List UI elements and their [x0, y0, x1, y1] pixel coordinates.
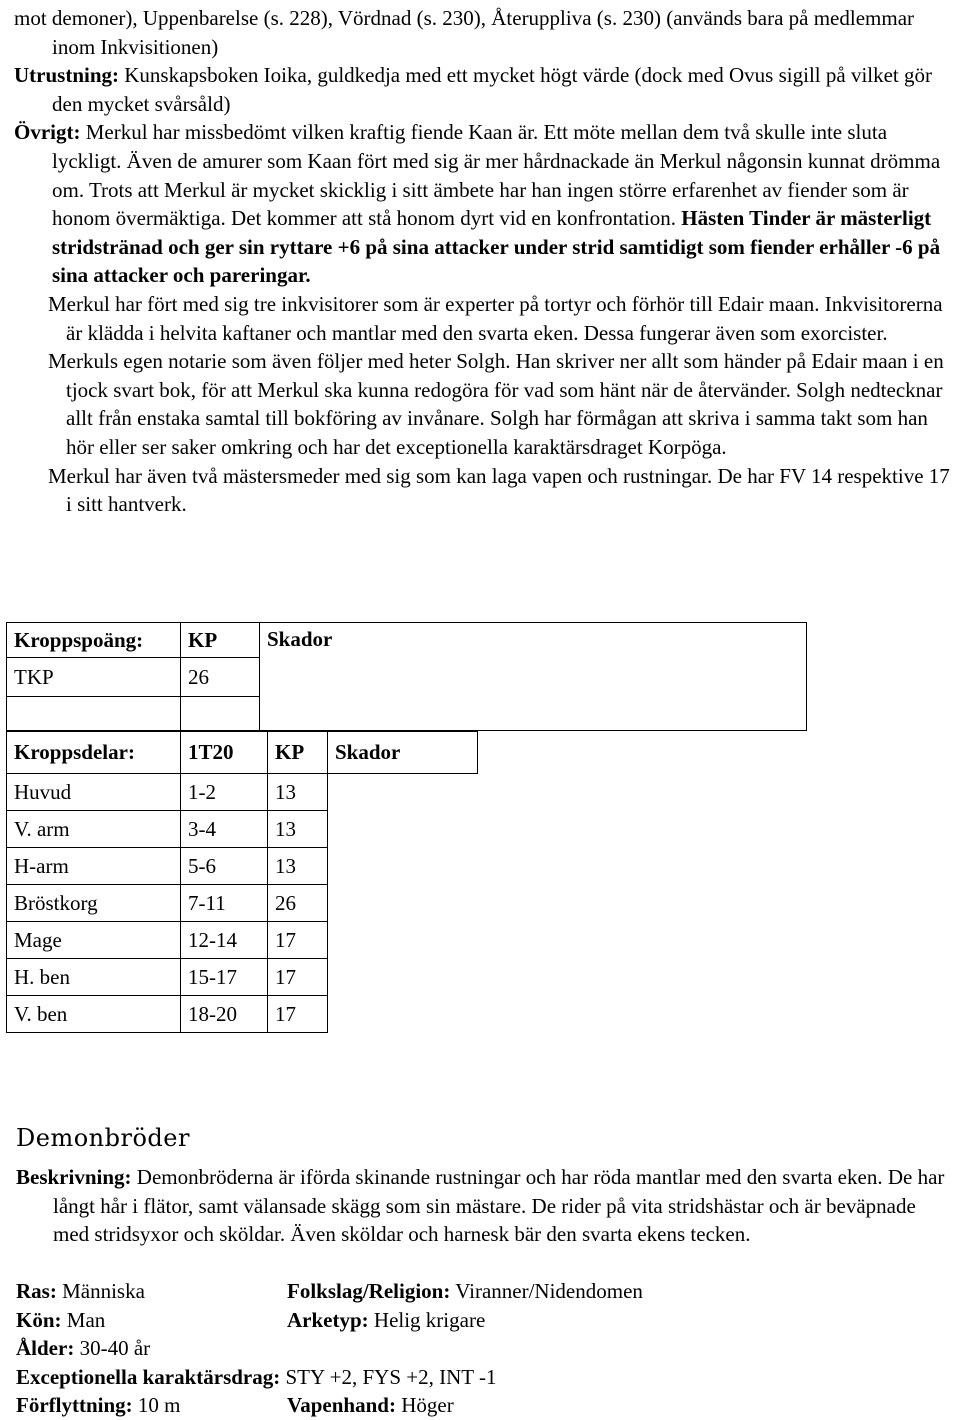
stats-block: [16, 1277, 946, 1420]
movement-field: [16, 1393, 181, 1417]
header-cell: Skador: [260, 623, 807, 731]
table-cell: 12-14: [181, 922, 268, 959]
table-cell: [328, 848, 478, 885]
race-field: [16, 1279, 145, 1303]
equipment-label: Utrustning:: [14, 63, 120, 88]
table-cell: 3-4: [181, 811, 268, 848]
stats-row: [16, 1334, 946, 1363]
gender-label: Kön:: [16, 1307, 62, 1332]
age-value: 30-40 år: [74, 1336, 151, 1361]
character-text: [14, 4, 954, 519]
other-label: Övrigt:: [14, 120, 81, 145]
table-cell: 17: [268, 959, 328, 996]
people-religion-label: Folkslag/Religion:: [287, 1279, 451, 1303]
table-cell: [328, 959, 478, 996]
table-cell: 17: [268, 922, 328, 959]
table-cell: H. ben: [7, 959, 181, 996]
table-row: [7, 922, 478, 959]
body-parts-table: [6, 731, 478, 1033]
weapon-hand-label: Vapenhand:: [287, 1393, 396, 1418]
table-cell: 18-20: [181, 996, 268, 1033]
people-religion-value: Viranner/Nidendomen: [450, 1279, 643, 1303]
table-row: [7, 959, 478, 996]
weapon-hand-field: [287, 1391, 454, 1420]
table-cell: Mage: [7, 922, 181, 959]
table-cell: TKP: [7, 658, 181, 697]
table-row: [7, 774, 478, 811]
archetype-label: Arketyp:: [287, 1307, 369, 1332]
table-cell: [181, 697, 260, 731]
age-field: [16, 1336, 150, 1360]
table-row: [7, 996, 478, 1033]
table-cell: 26: [181, 658, 260, 697]
archetype-value: Helig krigare: [368, 1307, 486, 1332]
inquisitors-paragraph: Merkul har fört med sig tre inkvisitorer som är experter på tortyr och förhör till Edair maan. Inkvisitorerna är klädda i helvita kaftaner och mantlar med den svarta eken. Dessa fungerar även som exorcister.: [48, 291, 943, 345]
description-label: Beskrivning:: [16, 1165, 132, 1189]
gender-field: [16, 1308, 105, 1332]
table-row: [7, 811, 478, 848]
description-text: Demonbröderna är iförda skinande rustningar och har röda mantlar med den svarta eken. De har långt hår i flätor, samt välansade skägg som sin mästare. De rider på vita stridshästar och är beväpnade med stridsyxor och sköldar. Även sköldar och harnesk bär den svarta ekens tecken.: [53, 1165, 945, 1247]
weapon-hand-value: Höger: [395, 1393, 454, 1418]
table-cell: [328, 922, 478, 959]
header-cell: KP: [181, 623, 260, 658]
equipment-paragraph: [14, 61, 954, 118]
horse-note: Hästen Tinder är mästerligt stridstränad och ger sin ryttare +6 på sina attacker under strid samtidigt som fiender erhåller -6 på sina attacker och pareringar.: [52, 206, 941, 288]
stats-row: [16, 1363, 946, 1392]
stats-row: [16, 1391, 946, 1420]
table-cell: 7-11: [181, 885, 268, 922]
equipment-text: Kunskapsboken Ioika, guldkedja med ett mycket högt värde (dock med Ovus sigill på vilket gör den mycket svårsåld): [52, 63, 933, 116]
table-cell: 13: [268, 811, 328, 848]
table-header-row: [7, 732, 478, 774]
table-cell: 1-2: [181, 774, 268, 811]
archetype-field: [287, 1306, 485, 1335]
spells-continued: mot demoner), Uppenbarelse (s. 228), Vördnad (s. 230), Återuppliva (s. 230) (används bara på medlemmar inom Inkvisitionen): [14, 6, 915, 59]
movement-value: 10 m: [132, 1393, 181, 1418]
gender-value: Man: [61, 1307, 106, 1332]
table-cell: 17: [268, 996, 328, 1033]
header-cell: Skador: [328, 732, 478, 774]
table-cell: 5-6: [181, 848, 268, 885]
other-text: Merkul har missbedömt vilken kraftig fiende Kaan är. Ett möte mellan dem två skulle inte sluta lyckligt. Även de amurer som Kaan fört med sig är mer hårdnackade än Merkul någonsin kunnat drömma om. Trots att Merkul är mycket skicklig i sitt ämbete har han ingen större erfarenhet av fiender som är honom övermäktiga. Det kommer att stå honom dyrt vid en konfrontation.: [52, 120, 941, 231]
race-label: Ras:: [16, 1279, 57, 1303]
section-heading: Demonbröder: [16, 1124, 190, 1152]
description-paragraph: [16, 1163, 946, 1249]
header-cell: Kroppspoäng:: [7, 623, 181, 658]
table-cell: [328, 811, 478, 848]
table-cell: 13: [268, 848, 328, 885]
table-cell: [328, 774, 478, 811]
table-cell: 15-17: [181, 959, 268, 996]
age-label: Ålder:: [16, 1336, 75, 1361]
table-header-row: [7, 623, 807, 658]
table-row: [7, 885, 478, 922]
stats-row: [16, 1277, 946, 1306]
table-cell: 26: [268, 885, 328, 922]
table-cell: 13: [268, 774, 328, 811]
exceptional-traits-value: STY +2, FYS +2, INT -1: [280, 1364, 497, 1389]
table-cell: [328, 885, 478, 922]
other-paragraph: [14, 118, 954, 290]
smiths-paragraph: Merkul har även två mästersmeder med sig som kan laga vapen och rustningar. De har FV 14 respektive 17 i sitt hantverk.: [48, 463, 950, 517]
table-cell: [7, 697, 181, 731]
notary-paragraph: Merkuls egen notarie som även följer med heter Solgh. Han skriver ner allt som händer på Edair maan i en tjock svart bok, för att Merkul ska kunna redogöra för vad som hänt när de återvänder. Solgh nedtecknar allt från enstaka samtal till bokföring av invånare. Solgh har förmågan att skriva i samma takt som han hör eller ser saker omkring och har det exceptionella karaktärsdraget Korpöga.: [48, 349, 944, 459]
table-cell: H-arm: [7, 848, 181, 885]
movement-label: Förflyttning:: [16, 1393, 133, 1418]
body-points-table: [6, 622, 807, 731]
stats-row: [16, 1306, 946, 1335]
header-cell: 1T20: [181, 732, 268, 774]
header-cell: Kroppsdelar:: [7, 732, 181, 774]
table-row: [7, 848, 478, 885]
table-cell: V. ben: [7, 996, 181, 1033]
header-cell: KP: [268, 732, 328, 774]
table-cell: V. arm: [7, 811, 181, 848]
exceptional-traits-label: Exceptionella karaktärsdrag:: [16, 1364, 281, 1389]
table-cell: Huvud: [7, 774, 181, 811]
table-cell: [328, 996, 478, 1033]
race-value: Människa: [56, 1279, 145, 1303]
table-cell: Bröstkorg: [7, 885, 181, 922]
exceptional-traits-field: [16, 1365, 496, 1389]
description-block: [16, 1163, 946, 1249]
people-religion-field: [287, 1277, 643, 1306]
